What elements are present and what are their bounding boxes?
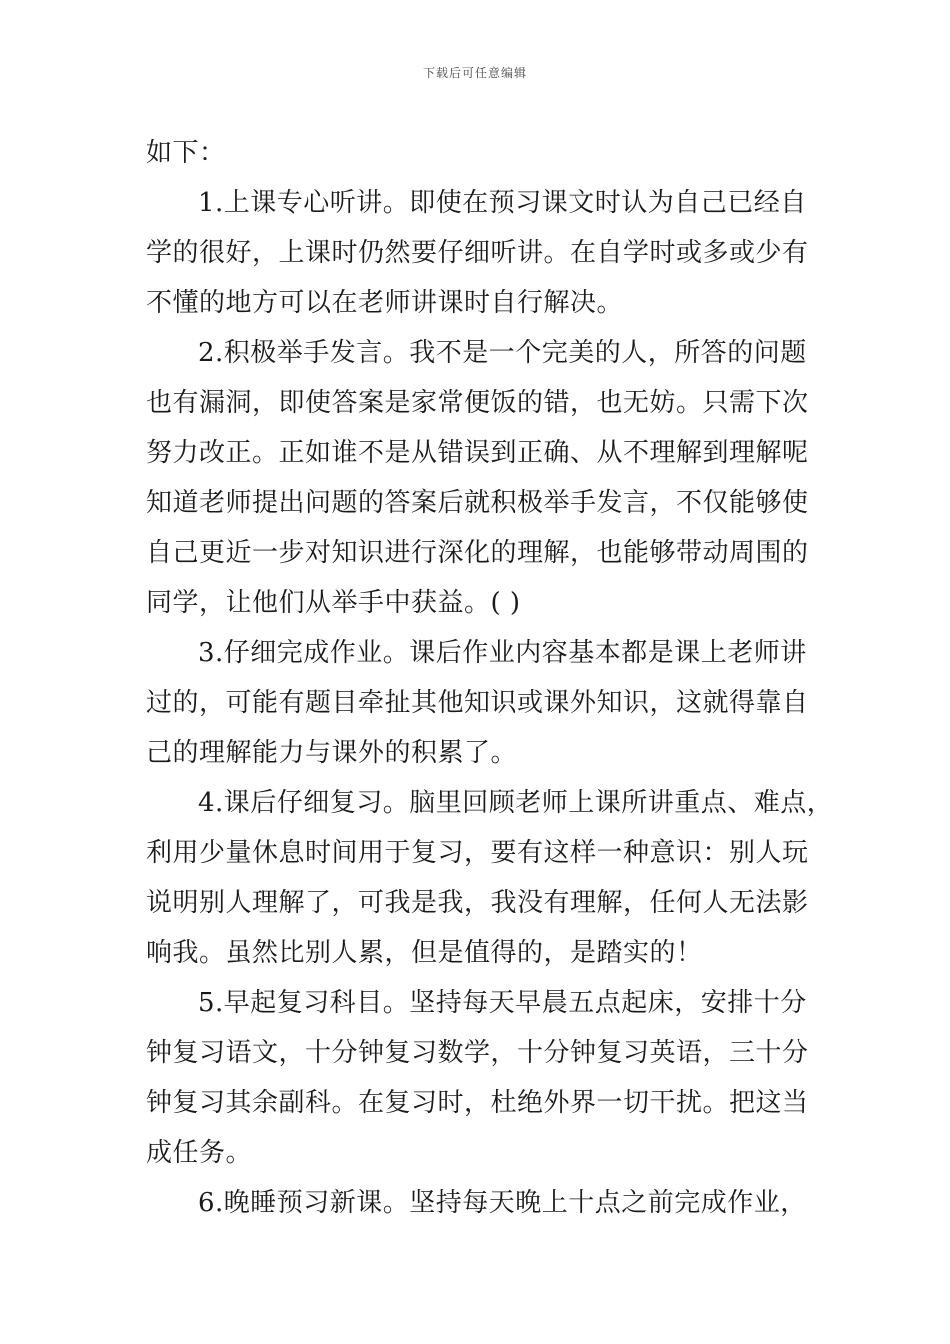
text-line: 钟复习语文，十分钟复习数学，十分钟复习英语，三十分: [146, 1038, 809, 1068]
page-header: 下载后可任意编辑: [422, 66, 527, 80]
text-line: 学的很好，上课时仍然要仔细听讲。在自学时或多或少有: [146, 238, 809, 268]
text-line: 2.积极举手发言。我不是一个完美的人，所答的问题: [198, 338, 807, 368]
text-line: 3.仔细完成作业。课后作业内容基本都是课上老师讲: [198, 638, 807, 668]
text-line: 己的理解能力与课外的积累了。: [146, 738, 518, 768]
text-line: 说明别人理解了，可我是我，我没有理解，任何人无法影: [146, 888, 809, 918]
text-line: 努力改正。正如谁不是从错误到正确、从不理解到理解呢: [146, 438, 809, 468]
text-line: 同学，让他们从举手中获益。( ): [146, 588, 521, 618]
text-line: 响我。虽然比别人累，但是值得的，是踏实的！: [146, 938, 703, 968]
text-line: 1.上课专心听讲。即使在预习课文时认为自己已经自: [198, 188, 807, 218]
text-line: 过的，可能有题目牵扯其他知识或课外知识，这就得靠自: [146, 688, 809, 718]
text-line: 知道老师提出问题的答案后就积极举手发言，不仅能够使: [146, 488, 809, 518]
text-line: 自己更近一步对知识进行深化的理解，也能够带动周围的: [146, 538, 809, 568]
text-line: 6.晚睡预习新课。坚持每天晚上十点之前完成作业，: [198, 1188, 807, 1218]
text-line: 4.课后仔细复习。脑里回顾老师上课所讲重点、难点，: [198, 788, 834, 818]
text-line: 成任务。: [146, 1138, 253, 1168]
text-line: 利用少量休息时间用于复习，要有这样一种意识：别人玩: [146, 838, 809, 868]
document-body: [146, 128, 834, 1228]
text-line: 钟复习其余副科。在复习时，杜绝外界一切干扰。把这当: [146, 1088, 809, 1118]
text-line: 5.早起复习科目。坚持每天早晨五点起床，安排十分: [198, 988, 807, 1018]
text-line: 如下：: [146, 138, 226, 168]
text-line: 不懂的地方可以在老师讲课时自行解决。: [146, 288, 624, 318]
text-line: 也有漏洞，即使答案是家常便饭的错，也无妨。只需下次: [146, 388, 809, 418]
